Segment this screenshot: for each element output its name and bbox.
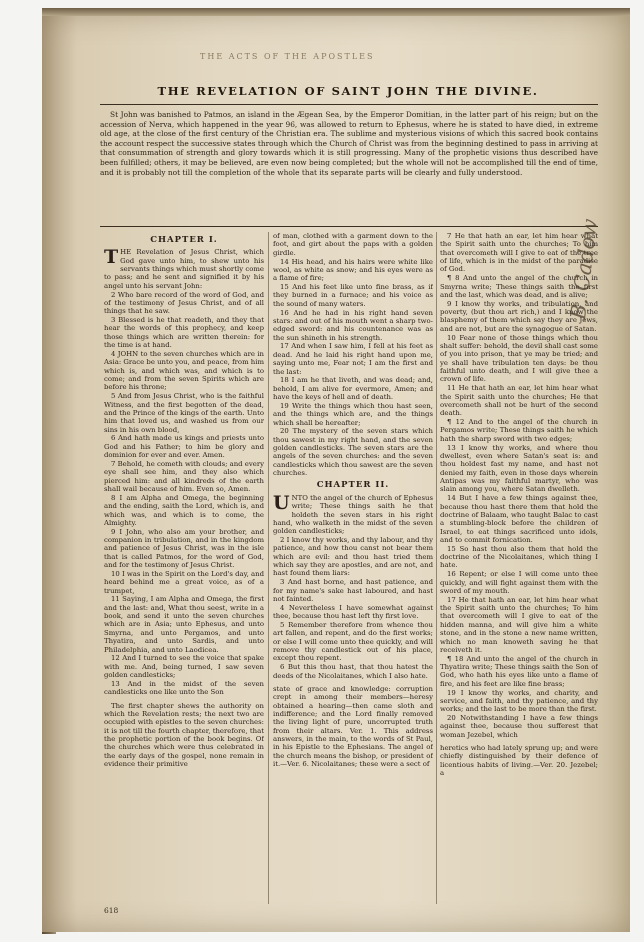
column-divider-1 — [268, 232, 269, 904]
column-left — [104, 232, 264, 904]
column-middle — [273, 232, 433, 904]
verse: 12 And I turned to see the voice that spake with me. And, being turned, I saw seven golden candlesticks; — [104, 654, 264, 680]
verse: 10 I was in the Spirit on the Lord's day, and heard behind me a great voice, as of a trumpet, — [104, 569, 264, 595]
verse: 15 So hast thou also them that hold the doctrine of the Nicolaitanes, which thing I hate. — [440, 544, 598, 570]
verse: 17 And when I saw him, I fell at his feet as dead. And he laid his right hand upon me, saying unto me, Fear not; I am the first and the last: — [273, 342, 433, 376]
intro-text: St John was banished to Patmos, an island in the Ægean Sea, by the Emperor Domitian, in the latter part of his reign; but on the accession of Nerva, which happened in the year 96, was allowed to return to Ephesus, where he is stated to have died, in extreme old age, at the close of the first century of the Christian era. The sublime and mysterious visions of which this sacred book contains the account respect the successive states through which the Church of Christ was from the beginning destined to pass in arriving at that consummation of strength and glory towards which it is still progressing. Many of the prophetic visions thus described have been fulfilled; others, it may be believed, are even now being completed; but the whole will not be accomplished till the end of time, and it is probably not till the completion of the whole that its separate parts will be clearly and fully understood. — [100, 110, 598, 177]
drop-cap: T — [104, 246, 119, 269]
verse: 3 Blessed is he that readeth, and they that hear the words of this prophecy, and keep those things which are written therein: for the time is at hand. — [104, 316, 264, 350]
verse: 9 I John, who also am your brother, and companion in tribulation, and in the kingdom and patience of Jesus Christ, was in the isle that is called Patmos, for the word of God, and for the testimony of Jesus Christ. — [104, 527, 264, 570]
verse: ¶ 8 And unto the angel of the church in Smyrna write; These things saith the first and the last, which was dead, and is alive; — [440, 274, 598, 299]
page-number: 618 — [104, 906, 119, 915]
verse: 4 Nevertheless I have somewhat against thee, because thou hast left thy first love. — [273, 603, 433, 621]
first-verse — [273, 491, 433, 536]
verse: 16 And he had in his right hand seven stars: and out of his mouth went a sharp two-edged sword: and his countenance was as the sun shineth in his strength. — [273, 308, 433, 342]
verse: 19 Write the things which thou hast seen, and the things which are, and the things which shall be hereafter; — [273, 401, 433, 427]
chapter-heading: CHAPTER II. — [316, 480, 390, 491]
verse: ¶ 18 And unto the angel of the church in Thyatira write; These things saith the Son of God, who hath his eyes like unto a flame of fire, and his feet are like fine brass; — [440, 654, 598, 688]
verse: 7 Behold, he cometh with clouds; and every eye shall see him, and they also which pierced him: and all kindreds of the earth shall wail because of him. Even so, Amen. — [104, 459, 264, 493]
drop-cap: U — [273, 491, 290, 514]
page-title: THE REVELATION OF SAINT JOHN THE DIVINE. — [157, 84, 539, 98]
verse: 11 He that hath an ear, let him hear what the Spirit saith unto the churches; He that overcometh shall not be hurt of the second death. — [440, 384, 598, 418]
first-verse — [104, 248, 264, 290]
column-divider-2 — [436, 232, 437, 904]
column-right — [440, 232, 598, 904]
verse: 15 And his feet like unto fine brass, as if they burned in a furnace; and his voice as the sound of many waters. — [273, 283, 433, 308]
verse: 5 Remember therefore from whence thou art fallen, and repent, and do the first works; or else I will come unto thee quickly, and will remove thy candlestick out of his place, except thou repent. — [273, 620, 433, 663]
verse: 17 He that hath an ear, let him hear what the Spirit saith unto the churches; To him that overcometh will I give to eat of the hidden manna, and will give him a white stone, and in the stone a new name written, which no man knoweth saving he that receiveth it. — [440, 595, 598, 654]
verse: 3 And hast borne, and hast patience, and for my name's sake hast laboured, and hast not fainted. — [273, 578, 433, 603]
commentary-note: The first chapter shews the authority on which the Revelation rests; the next two are occupied with epistles to the seven churches: it is not till the fourth chapter, therefore, that the prophetic portion of the book begins. Of the churches which were thus celebrated in the early days of the gospel, none remain in evidence their primitive — [104, 701, 264, 768]
commentary-note: heretics who had lately sprung up; and were chiefly distinguished by their defence of licentious habits of living.—Ver. 20. Jezebel; a — [440, 744, 598, 778]
verse: 8 I am Alpha and Omega, the beginning and the ending, saith the Lord, which is, and which was, and which is to come, the Almighty. — [104, 493, 264, 527]
verse: 20 The mystery of the seven stars which thou sawest in my right hand, and the seven golden candlesticks. The seven stars are the angels of the seven churches: and the seven candlesticks which thou sawest are the seven churches. — [273, 427, 433, 478]
handwritten-signature: B. Cadow — [566, 217, 603, 321]
commentary-note: state of grace and knowledge: corruption crept in among their members—heresy obtained a hearing—then came sloth and indifference; and the Lord finally removed the living light of pure, uncorrupted truth from their altars. Ver. 1. This address answers, in the main, to the words of St Paul, in his Epistle to the Ephesians. The angel of the church means the bishop, or president of it.—Ver. 6. Nicolaitanes; these were a sect of — [273, 684, 433, 768]
chapter-heading: CHAPTER I. — [150, 235, 218, 245]
verse: 14 His head, and his hairs were white like wool, as white as snow; and his eyes were as a flame of fire; — [273, 257, 433, 283]
verse: 2 Who bare record of the word of God, and of the testimony of Jesus Christ, and of all things that he saw. — [104, 290, 264, 316]
verse: 9 I know thy works, and tribulation, and poverty, (but thou art rich,) and I know the blasphemy of them which say they are Jews, and are not, but are the synagogue of Satan. — [440, 299, 598, 333]
first-verse-text: HE Revelation of Jesus Christ, which God gave unto him, to shew unto his servants things which must shortly come to pass; and he sent and signified it by his angel unto his servant John: — [104, 248, 264, 290]
verse: 19 I know thy works, and charity, and service, and faith, and thy patience, and thy works; and the last to be more than the first. — [440, 688, 598, 714]
verse: 13 And in the midst of the seven candlesticks one like unto the Son — [104, 679, 264, 697]
verse: 5 And from Jesus Christ, who is the faithful Witness, and the first begotten of the dead, and the Prince of the kings of the earth. Unto him that loved us, and washed us from our sins in his own blood, — [104, 392, 264, 434]
verse: 2 I know thy works, and thy labour, and thy patience, and how thou canst not bear them which are evil: and thou hast tried them which say they are apostles, and are not, and hast found them liars: — [273, 536, 433, 578]
verse: of man, clothed with a garment down to the foot, and girt about the paps with a golden girdle. — [273, 232, 433, 257]
verse: 6 And hath made us kings and priests unto God and his Father; to him be glory and dominion for ever and ever. Amen. — [104, 434, 264, 460]
verse: 14 But I have a few things against thee, because thou hast there them that hold the doctrine of Balaam, who taught Balac to cast a stumbling-block before the children of Israel, to eat things sacrificed unto idols, and to commit fornication. — [440, 494, 598, 544]
running-head: THE ACTS OF THE APOSTLES — [200, 52, 375, 61]
verse: ¶ 12 And to the angel of the church in Pergamos write; These things saith he which hath the sharp sword with two edges; — [440, 418, 598, 443]
verse: 16 Repent; or else I will come unto thee quickly, and will fight against them with the sword of my mouth. — [440, 570, 598, 595]
verse: 13 I know thy works, and where thou dwellest, even where Satan's seat is: and thou holdest fast my name, and hast not denied my faith, even in those days wherein Antipas was my faithful martyr, who was slain among you, where Satan dwelleth. — [440, 443, 598, 494]
verse: 10 Fear none of those things which thou shalt suffer: behold, the devil shall cast some of you into prison, that ye may be tried; and ye shall have tribulation ten days: be thou faithful unto death, and I will give thee a crown of life. — [440, 333, 598, 384]
verse: 20 Notwithstanding I have a few things against thee, because thou sufferest that woman Jezebel, which — [440, 714, 598, 739]
verse: 7 He that hath an ear, let him hear what the Spirit saith unto the churches; To him that overcometh will I give to eat of the tree of life, which is in the midst of the paradise of God. — [440, 232, 598, 274]
first-verse-text: NTO the angel of the church of Ephesus write; These things saith he that holdeth the seven stars in his right hand, who walketh in the midst of the seven golden candlesticks; — [273, 493, 433, 536]
verse: 6 But this thou hast, that thou hatest the deeds of the Nicolaitanes, which I also hate. — [273, 663, 433, 680]
title-rule — [100, 104, 598, 105]
verse: 4 JOHN to the seven churches which are in Asia: Grace be unto you, and peace, from him which is, and which was, and which is to come; and from the seven Spirits which are before his throne; — [104, 349, 264, 392]
intro-rule — [100, 226, 598, 227]
verse: 18 I am he that liveth, and was dead; and, behold, I am alive for evermore, Amen; and have the keys of hell and of death. — [273, 376, 433, 402]
page-top-edge — [42, 8, 630, 16]
introduction — [100, 110, 598, 177]
verse: 11 Saying, I am Alpha and Omega, the first and the last: and, What thou seest, write in a book, and send it unto the seven churches which are in Asia; unto Ephesus, and unto Smyrna, and unto Pergamos, and unto Thyatira, and unto Sardis, and unto Philadelphia, and unto Laodicea. — [104, 595, 264, 654]
